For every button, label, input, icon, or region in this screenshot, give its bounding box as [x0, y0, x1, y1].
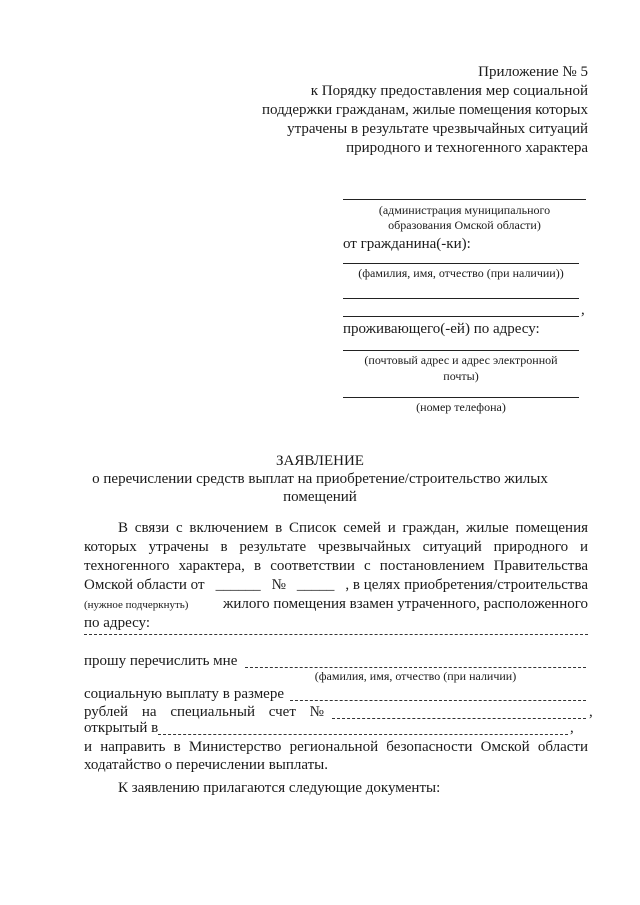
admin-caption-1: (администрация муниципального	[378, 203, 551, 217]
decree-from-label: Омской области от	[84, 577, 205, 593]
residing-label: проживающего(-ей) по адресу:	[343, 321, 540, 337]
opened-in-label: открытый в	[84, 720, 159, 736]
from-citizen-label: от гражданина(-ки):	[343, 236, 471, 252]
fio-blank-line	[343, 263, 579, 264]
appendix-line-4: природного и техногенного характера	[346, 140, 588, 156]
body-p1-line-1: В связи с включением в Список семей и граждан, жилые помещения	[118, 520, 588, 536]
payment-amount-line	[290, 700, 586, 701]
fio-extra-line-1	[343, 298, 579, 299]
recipient-fio-caption: (фамилия, имя, отчество (при наличии)	[314, 669, 517, 683]
address-caption-2: почты)	[443, 369, 479, 383]
body-p2-line-2: ходатайство о перечислении выплаты.	[84, 757, 329, 773]
body-p1-line-3: техногенного характера, в соответствии с постановлением Правительства	[84, 558, 588, 574]
decree-number-blank: _____	[296, 577, 335, 593]
body-p1-line-2: которых утрачены в результате чрезвычайных ситуаций природного и	[84, 539, 588, 555]
payment-amount-label: социальную выплату в размере	[84, 686, 284, 702]
document-title: ЗАЯВЛЕНИЕ	[276, 453, 364, 469]
underline-note: (нужное подчеркнуть)	[84, 599, 189, 611]
body-p2-line-1: и направить в Министерство региональной безопасности Омской области	[84, 739, 588, 755]
body-p1-line-5-text: жилого помещения взамен утраченного, расположенного	[222, 596, 588, 612]
property-address-line	[84, 634, 588, 635]
bank-name-line	[158, 734, 568, 735]
fio-caption: (фамилия, имя, отчество (при наличии))	[358, 266, 564, 280]
account-number-line	[332, 718, 586, 719]
admin-blank-line	[343, 199, 586, 200]
appendix-title: Приложение № 5	[478, 64, 588, 80]
document-subtitle-2: помещений	[283, 489, 357, 505]
address-blank-line	[343, 350, 579, 351]
opened-comma: ,	[570, 720, 574, 736]
body-p1-line-4	[84, 576, 588, 595]
decree-purpose-text: , в целях приобретения/строительства	[345, 577, 588, 593]
admin-caption-2: образования Омской области)	[388, 218, 541, 232]
phone-caption: (номер телефона)	[416, 400, 506, 414]
fio-extra-line-2	[343, 316, 579, 317]
document-subtitle-1: о перечислении средств выплат на приобретение/строительство жилых	[92, 471, 548, 487]
address-caption-1: (почтовый адрес и адрес электронной	[364, 353, 558, 367]
body-p1-line-5	[84, 595, 588, 614]
account-number-label: рублей на специальный счет №	[84, 704, 324, 720]
appendix-line-2: поддержки гражданам, жилые помещения которых	[261, 102, 588, 118]
appendix-line-1: к Порядку предоставления мер социальной	[310, 83, 588, 99]
appendix-line-3: утрачены в результате чрезвычайных ситуаций	[287, 121, 588, 137]
account-comma: ,	[589, 704, 593, 720]
decree-number-sign: №	[271, 577, 286, 593]
fio-comma: ,	[581, 302, 585, 318]
attachments-label: К заявлению прилагаются следующие документы:	[118, 780, 441, 796]
recipient-fio-line	[245, 667, 586, 668]
phone-blank-line	[343, 397, 579, 398]
body-p1-line-6: по адресу:	[84, 615, 151, 631]
decree-date-blank: ______	[215, 577, 261, 593]
request-label: прошу перечислить мне	[84, 653, 238, 669]
